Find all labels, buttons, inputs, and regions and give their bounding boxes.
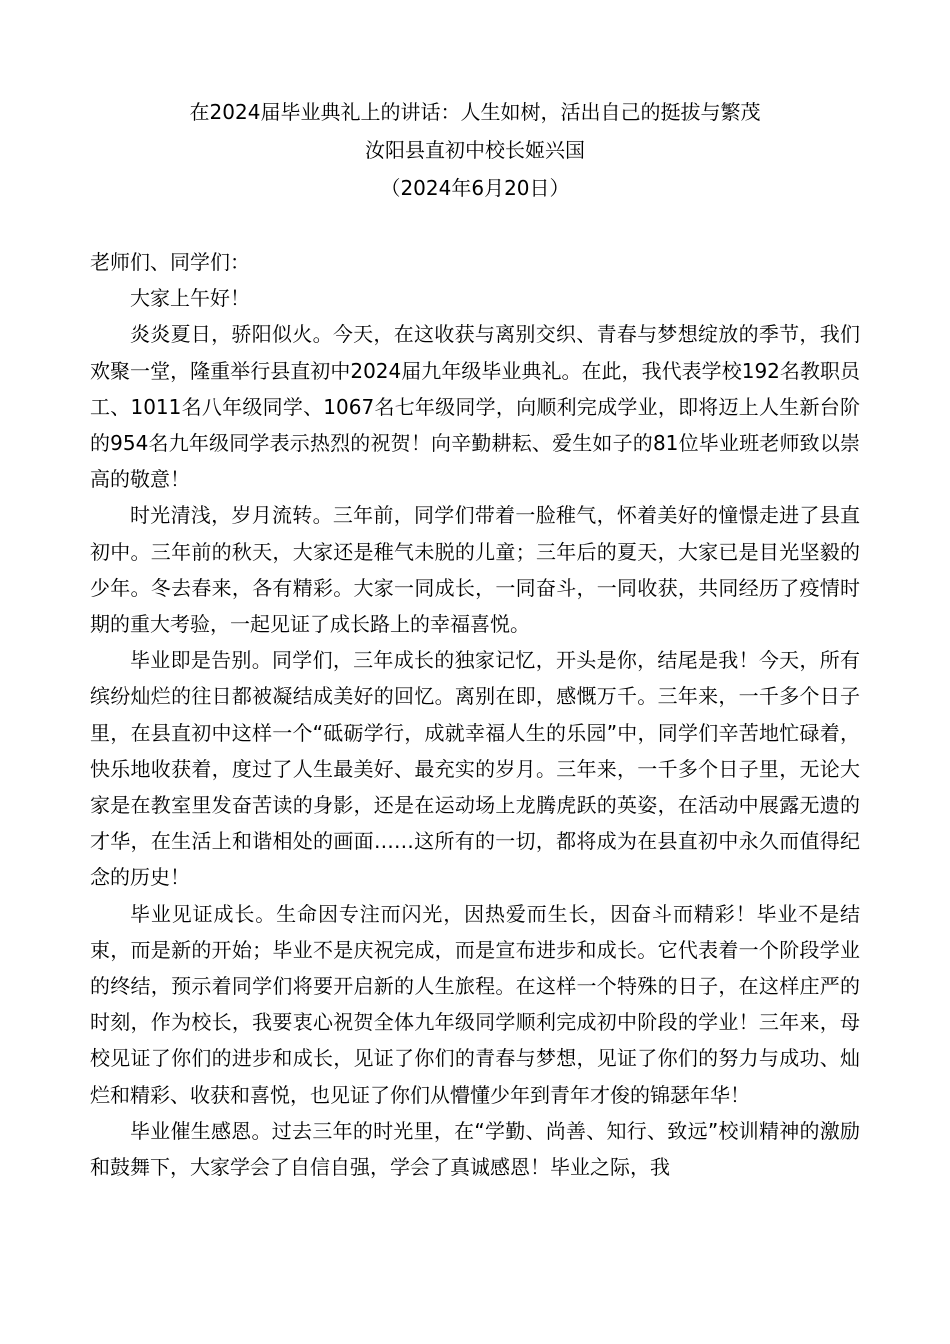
speech-title: 在2024届毕业典礼上的讲话：人生如树，活出自己的挺拔与繁茂 [189, 100, 761, 124]
paragraph-greeting: 大家上午好！ [130, 286, 250, 311]
salutation: 老师们、同学们： [90, 250, 250, 274]
speech-body [90, 244, 860, 1185]
paragraph: 毕业催生感恩。过去三年的时光里，在“学勤、尚善、知行、致远”校训精神的激励和鼓舞下，大家学会了自信自强，学会了真诚感恩！毕业之际，我 [90, 1118, 860, 1180]
speech-date: （2024年6月20日） [380, 176, 570, 200]
speech-author: 汝阳县直初中校长姬兴国 [365, 138, 585, 162]
paragraph: 炎炎夏日，骄阳似火。今天，在这收获与离别交织、青春与梦想绽放的季节，我们欢聚一堂，隆重举行县直初中2024届九年级毕业典礼。在此，我代表学校192名教职员工、1011名八年级同学、1067名七年级同学，向顺利完成学业，即将迈上人生新台阶的954名九年级同学表示热烈的祝贺！向辛勤耕耘、爱生如子的81位毕业班老师致以崇高的敬意！ [90, 322, 860, 492]
paragraph: 时光清浅，岁月流转。三年前，同学们带着一脸稚气，怀着美好的憧憬走进了县直初中。三年前的秋天，大家还是稚气未脱的儿童；三年后的夏天，大家已是目光坚毅的少年。冬去春来，各有精彩。大家一同成长，一同奋斗，一同收获，共同经历了疫情时期的重大考验，一起见证了成长路上的幸福喜悦。 [90, 503, 860, 637]
paragraph: 毕业见证成长。生命因专注而闪光，因热爱而生长，因奋斗而精彩！毕业不是结束，而是新的开始；毕业不是庆祝完成，而是宣布进步和成长。它代表着一个阶段学业的终结，预示着同学们将要开启新的人生旅程。在这样一个特殊的日子，在这样庄严的时刻，作为校长，我要衷心祝贺全体九年级同学顺利完成初中阶段的学业！三年来，母校见证了你们的进步和成长，见证了你们的青春与梦想，见证了你们的努力与成功、灿烂和精彩、收获和喜悦，也见证了你们从懵懂少年到青年才俊的锦瑟年华！ [90, 901, 860, 1107]
paragraph: 毕业即是告别。同学们，三年成长的独家记忆，开头是你，结尾是我！今天，所有缤纷灿烂的往日都被凝结成美好的回忆。离别在即，感慨万千。三年来，一千多个日子里，在县直初中这样一个“砥砺学行，成就幸福人生的乐园”中，同学们辛苦地忙碌着，快乐地收获着，度过了人生最美好、最充实的岁月。三年来，一千多个日子里，无论大家是在教室里发奋苦读的身影，还是在运动场上龙腾虎跃的英姿，在活动中展露无遗的才华，在生活上和谐相处的画面……这所有的一切，都将成为在县直初中永久而值得纪念的历史！ [90, 648, 860, 890]
